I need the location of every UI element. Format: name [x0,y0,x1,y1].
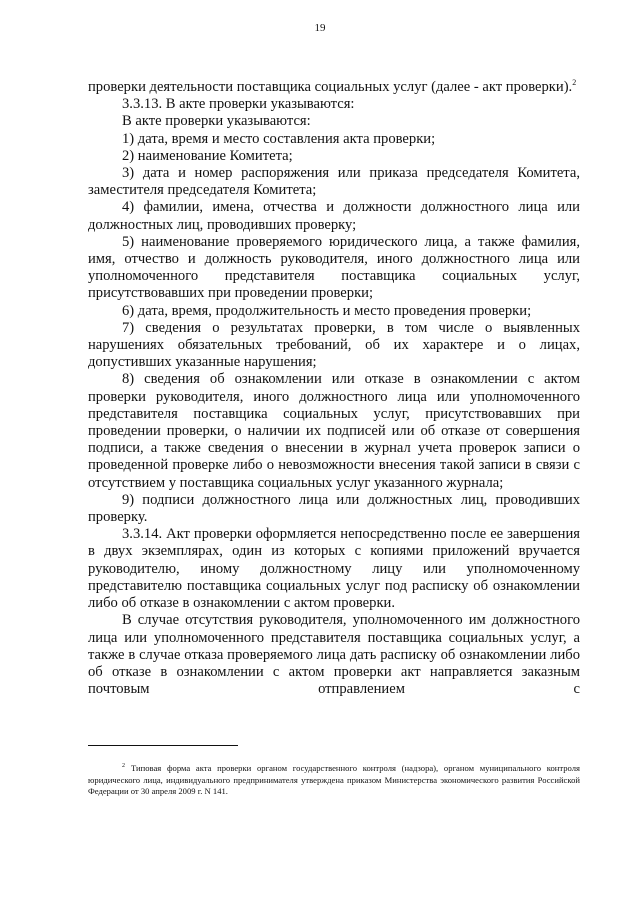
footnote [88,763,580,798]
page-number: 19 [314,22,326,34]
paragraph: 9) подписи должностного лица или должностных лиц, проводивших проверку. [88,491,580,526]
paragraph: В случае отсутствия руководителя, уполномоченного им должностного лица или уполномоченного представителя поставщика социальных услуг, а также в случае отказа проверяемого лица дать расписку об ознакомлении либо об отказе в ознакомлении с актом проверки акт направляется заказным почтовым отправлением с [88,612,580,698]
paragraph: 3) дата и номер распоряжения или приказа председателя Комитета, заместителя председателя Комитета; [88,165,580,199]
paragraph: 3.3.13. В акте проверки указываются: [122,96,355,113]
paragraph: 8) сведения об ознакомлении или отказе в ознакомлении с актом проверки руководителя, иного должностного лица или уполномоченного представителя поставщика социальных услуг, присутствовавших при проведении проверки, о наличии их подписей или об отказе от совершения подписи, а также сведения о внесении в журнал учета проверок записи о проведенной проверке либо о невозможности внесения такой записи в связи с отсутствием у поставщика социальных услуг указанного журнала; [88,371,580,491]
paragraph: проверки деятельности поставщика социальных услуг (далее - акт проверки).$^2$ [88,78,577,95]
footnote-reference: 2 [572,78,577,88]
paragraph: 7) сведения о результатах проверки, в том числе о выявленных нарушениях обязательных требований, об их характере и о лицах, допустивших указанные нарушения; [88,319,580,371]
paragraph: 4) фамилии, имена, отчества и должности должностного лица или должностных лиц, проводивших проверку; [88,199,580,233]
paragraph: 3.3.14. Акт проверки оформляется непосредственно после ее завершения в двух экземплярах, один из которых с копиями приложений вручается руководителю, иному должностному лицу или уполномоченному представителю поставщика социальных услуг под расписку об ознакомлении либо об отказе в ознакомлении с актом проверки. [88,526,580,612]
paragraph: 2) наименование Комитета; [122,147,293,164]
footnote-text: Типовая форма акта проверки органом государственного контроля (надзора), органом муниципального контроля юридического лица, индивидуального предпринимателя утверждена приказом Министерства экономического развития Российской Федерации от 30 апреля 2009 г. N 141. [88,763,580,797]
paragraph: 5) наименование проверяемого юридического лица, а также фамилия, имя, отчество и должность руководителя, иного должностного лица или уполномоченного представителя поставщика социальных услуг, присутствовавших при проведении проверки; [88,233,580,302]
footnote-mark: 2 [122,763,125,770]
paragraph: 6) дата, время, продолжительность и место проведения проверки; [122,302,532,319]
footnote-separator [88,745,238,746]
paragraph: 1) дата, время и место составления акта проверки; [122,130,436,147]
paragraph: В акте проверки указываются: [122,113,311,130]
document-body [88,79,580,698]
